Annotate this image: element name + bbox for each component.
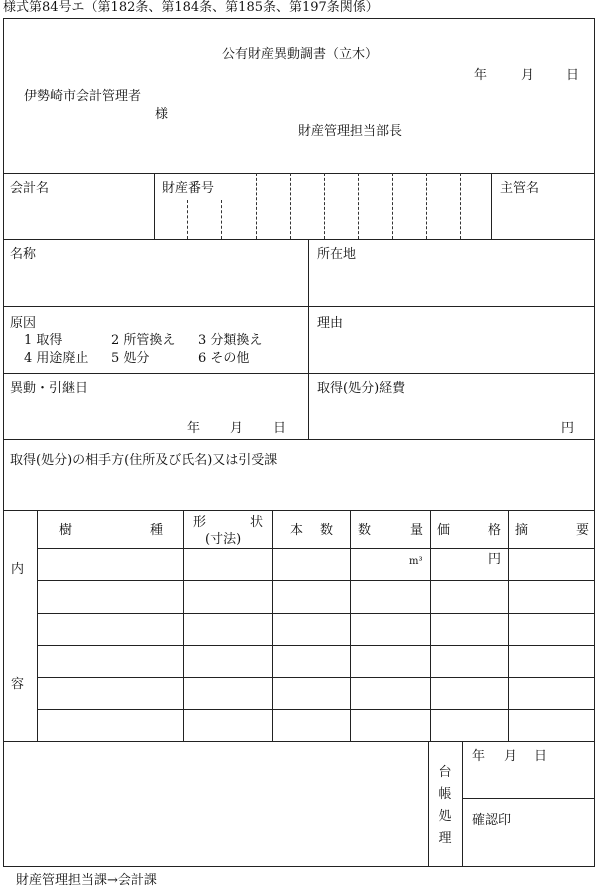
cause-option-6: 6 その他 — [198, 351, 250, 366]
footer-routing: 財産管理担当課→会計課 — [16, 873, 157, 888]
ledger-label: 台 帳 処 理 — [438, 765, 452, 846]
header-species-b: 種 — [150, 523, 164, 538]
cause-option-3: 3 分類換え — [198, 333, 263, 348]
header-species-a: 樹 — [59, 523, 73, 538]
transfer-date-day: 日 — [273, 421, 287, 436]
cost-yen: 円 — [561, 421, 575, 436]
transfer-date-year: 年 — [187, 421, 201, 436]
header-price-b: 格 — [488, 523, 502, 538]
transfer-date-month: 月 — [230, 421, 244, 436]
volume-unit: m³ — [409, 556, 423, 567]
reason-label: 理由 — [317, 316, 344, 331]
header-count-a: 本 — [290, 523, 304, 538]
cause-option-1: 1 取得 — [24, 333, 63, 348]
header-date-day: 日 — [566, 68, 580, 83]
header-shape-a: 形 — [193, 515, 207, 530]
ledger-seal-label: 確認印 — [472, 813, 512, 828]
sender: 財産管理担当部長 — [298, 124, 403, 139]
cost-label: 取得(処分)経費 — [317, 381, 406, 396]
counterparty-label: 取得(処分)の相手方(住所及び氏名)又は引受課 — [10, 453, 278, 468]
header-qty-a: 数 — [358, 523, 372, 538]
header-summary-a: 摘 — [515, 523, 529, 538]
contents-label-1: 内 — [11, 562, 25, 577]
header-summary-b: 要 — [576, 523, 590, 538]
honorific: 様 — [155, 107, 169, 122]
header-price-a: 価 — [437, 523, 451, 538]
location-label: 所在地 — [317, 247, 357, 262]
contents-label-2: 容 — [11, 677, 25, 692]
cause-option-4: 4 用途廃止 — [24, 351, 89, 366]
cause-option-2: 2 所管換え — [111, 333, 176, 348]
manager-name-label: 主管名 — [500, 181, 540, 196]
header-shape-sub: (寸法) — [205, 532, 242, 547]
header-count-b: 数 — [320, 523, 334, 538]
header-qty-b: 量 — [410, 523, 424, 538]
name-label: 名称 — [10, 247, 37, 262]
form-code: 様式第84号エ（第182条、第184条、第185条、第197条関係） — [3, 0, 379, 15]
header-date-year: 年 — [474, 68, 488, 83]
header-date-month: 月 — [521, 68, 535, 83]
transfer-date-label: 異動・引継日 — [10, 381, 89, 396]
accounting-name-label: 会計名 — [10, 181, 50, 196]
cause-option-5: 5 処分 — [111, 351, 150, 366]
header-shape-b: 状 — [250, 515, 264, 530]
addressee: 伊勢崎市会計管理者 — [24, 89, 142, 104]
ledger-date-month: 月 — [504, 749, 518, 764]
price-unit: 円 — [488, 552, 502, 567]
form-title: 公有財産異動調書（立木） — [222, 47, 379, 62]
property-number-label: 財産番号 — [162, 181, 215, 196]
ledger-date-day: 日 — [534, 749, 548, 764]
cause-label: 原因 — [10, 316, 37, 331]
ledger-date-year: 年 — [472, 749, 486, 764]
